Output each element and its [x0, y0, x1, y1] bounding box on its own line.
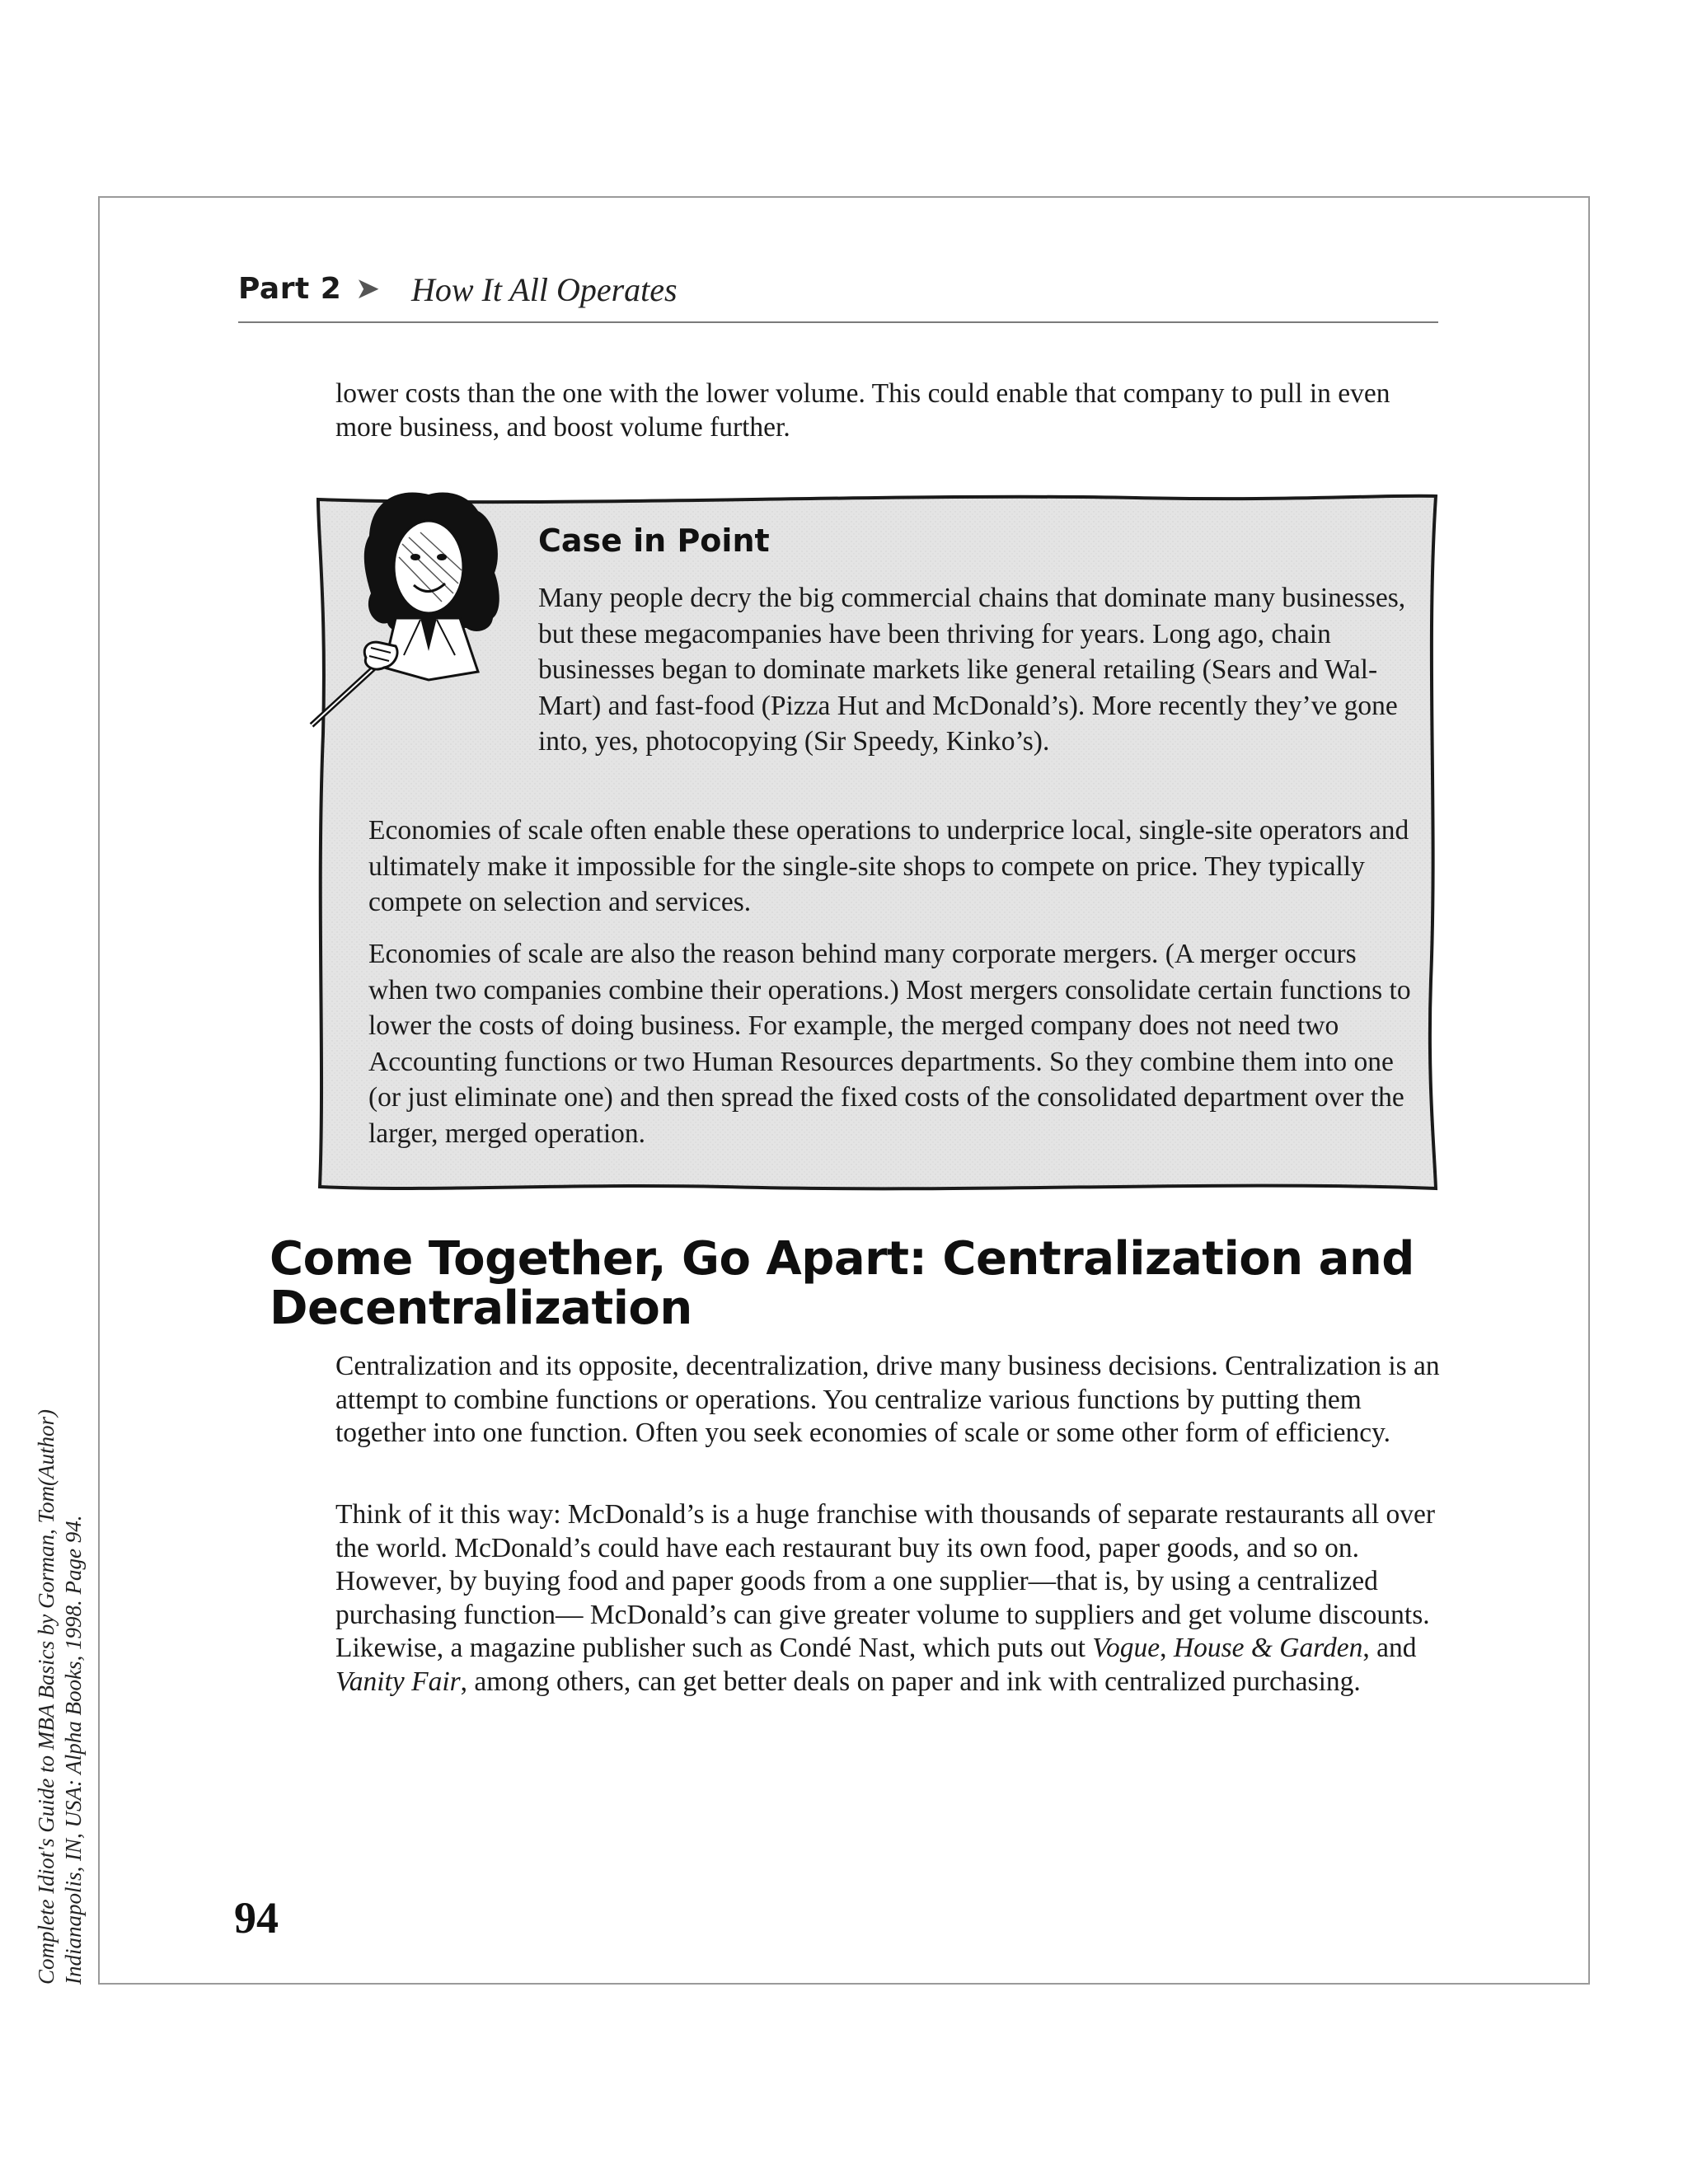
part-title: How It All Operates	[411, 271, 678, 308]
paragraph-text: , among others, can get better deals on paper and ink with centralized purchasing.	[460, 1666, 1361, 1697]
citation-line-1: Complete Idiot's Guide to MBA Basics by Gorman, Tom(Author)	[34, 1409, 59, 1985]
case-paragraph-2: Economies of scale often enable these operations to underprice local, single-site operators and ultimately make it impossible for the single-site shops to compete on price. They typically compete on selection and services.	[368, 815, 1409, 917]
side-citation	[33, 1358, 87, 1985]
magazine-title: House & Garden	[1173, 1633, 1363, 1663]
case-paragraph-3: Economies of scale are also the reason behind many corporate mergers. (A merger occurs when two companies combine their operations.) Most mergers consolidate certain functions to lower the costs of doing business. For example, the merged company does not need two Accounting functions or two Human Resources departments. So they combine them into one (or just eliminate one) and then spread the fixed costs of the consolidated department over the larger, merged operation.	[368, 939, 1411, 1149]
magazine-title: Vogue	[1092, 1633, 1160, 1663]
section-heading: Come Together, Go Apart: Centralization and Decentralization	[270, 1232, 1414, 1335]
teacher-with-pointer-icon	[305, 478, 519, 750]
paragraph-text: Think of it this way: McDonald’s is a huge franchise with thousands of separate restaurants all over the world. McDonald’s could have each restaurant buy its own food, paper goods, and so on. However, by buying food and paper goods from a one supplier—that is, by using a centralized purchasing function— McDonald’s can give greater volume to suppliers and get volume discounts. Likewise, a magazine publisher such as Condé Nast, which puts out	[335, 1499, 1436, 1663]
case-paragraph-1: Many people decry the big commercial chains that dominate many businesses, but these megacompanies have been thriving for years. Long ago, chain businesses began to dominate markets like general retailing (Sears and Wal-Mart) and fast-food (Pizza Hut and McDonald’s). More recently they’ve gone into, yes, photocopying (Sir Speedy, Kinko’s).	[538, 583, 1406, 757]
arrow-icon: ➤	[355, 272, 381, 306]
intro-paragraph: lower costs than the one with the lower volume. This could enable that company to pull in even more business, and boost volume further.	[335, 378, 1390, 443]
paragraph-text: , and	[1362, 1633, 1417, 1663]
citation-line-2: Indianapolis, IN, USA: Alpha Books, 1998. Page 94.	[61, 1515, 86, 1985]
part-label: Part 2	[238, 272, 342, 306]
running-head	[238, 265, 1438, 323]
section-paragraph-2	[335, 1498, 1444, 1699]
paragraph-text: ,	[1160, 1633, 1174, 1663]
case-in-point-box	[312, 486, 1441, 1195]
magazine-title: Vanity Fair	[335, 1666, 461, 1697]
page-number: 94	[234, 1893, 279, 1943]
case-title: Case in Point	[538, 523, 770, 559]
section-paragraph-1: Centralization and its opposite, decentralization, drive many business decisions. Centralization is an attempt to combine functions or operations. You centralize various functions by putting them together into one function. Often you seek economies of scale or some other form of efficiency.	[335, 1351, 1440, 1448]
